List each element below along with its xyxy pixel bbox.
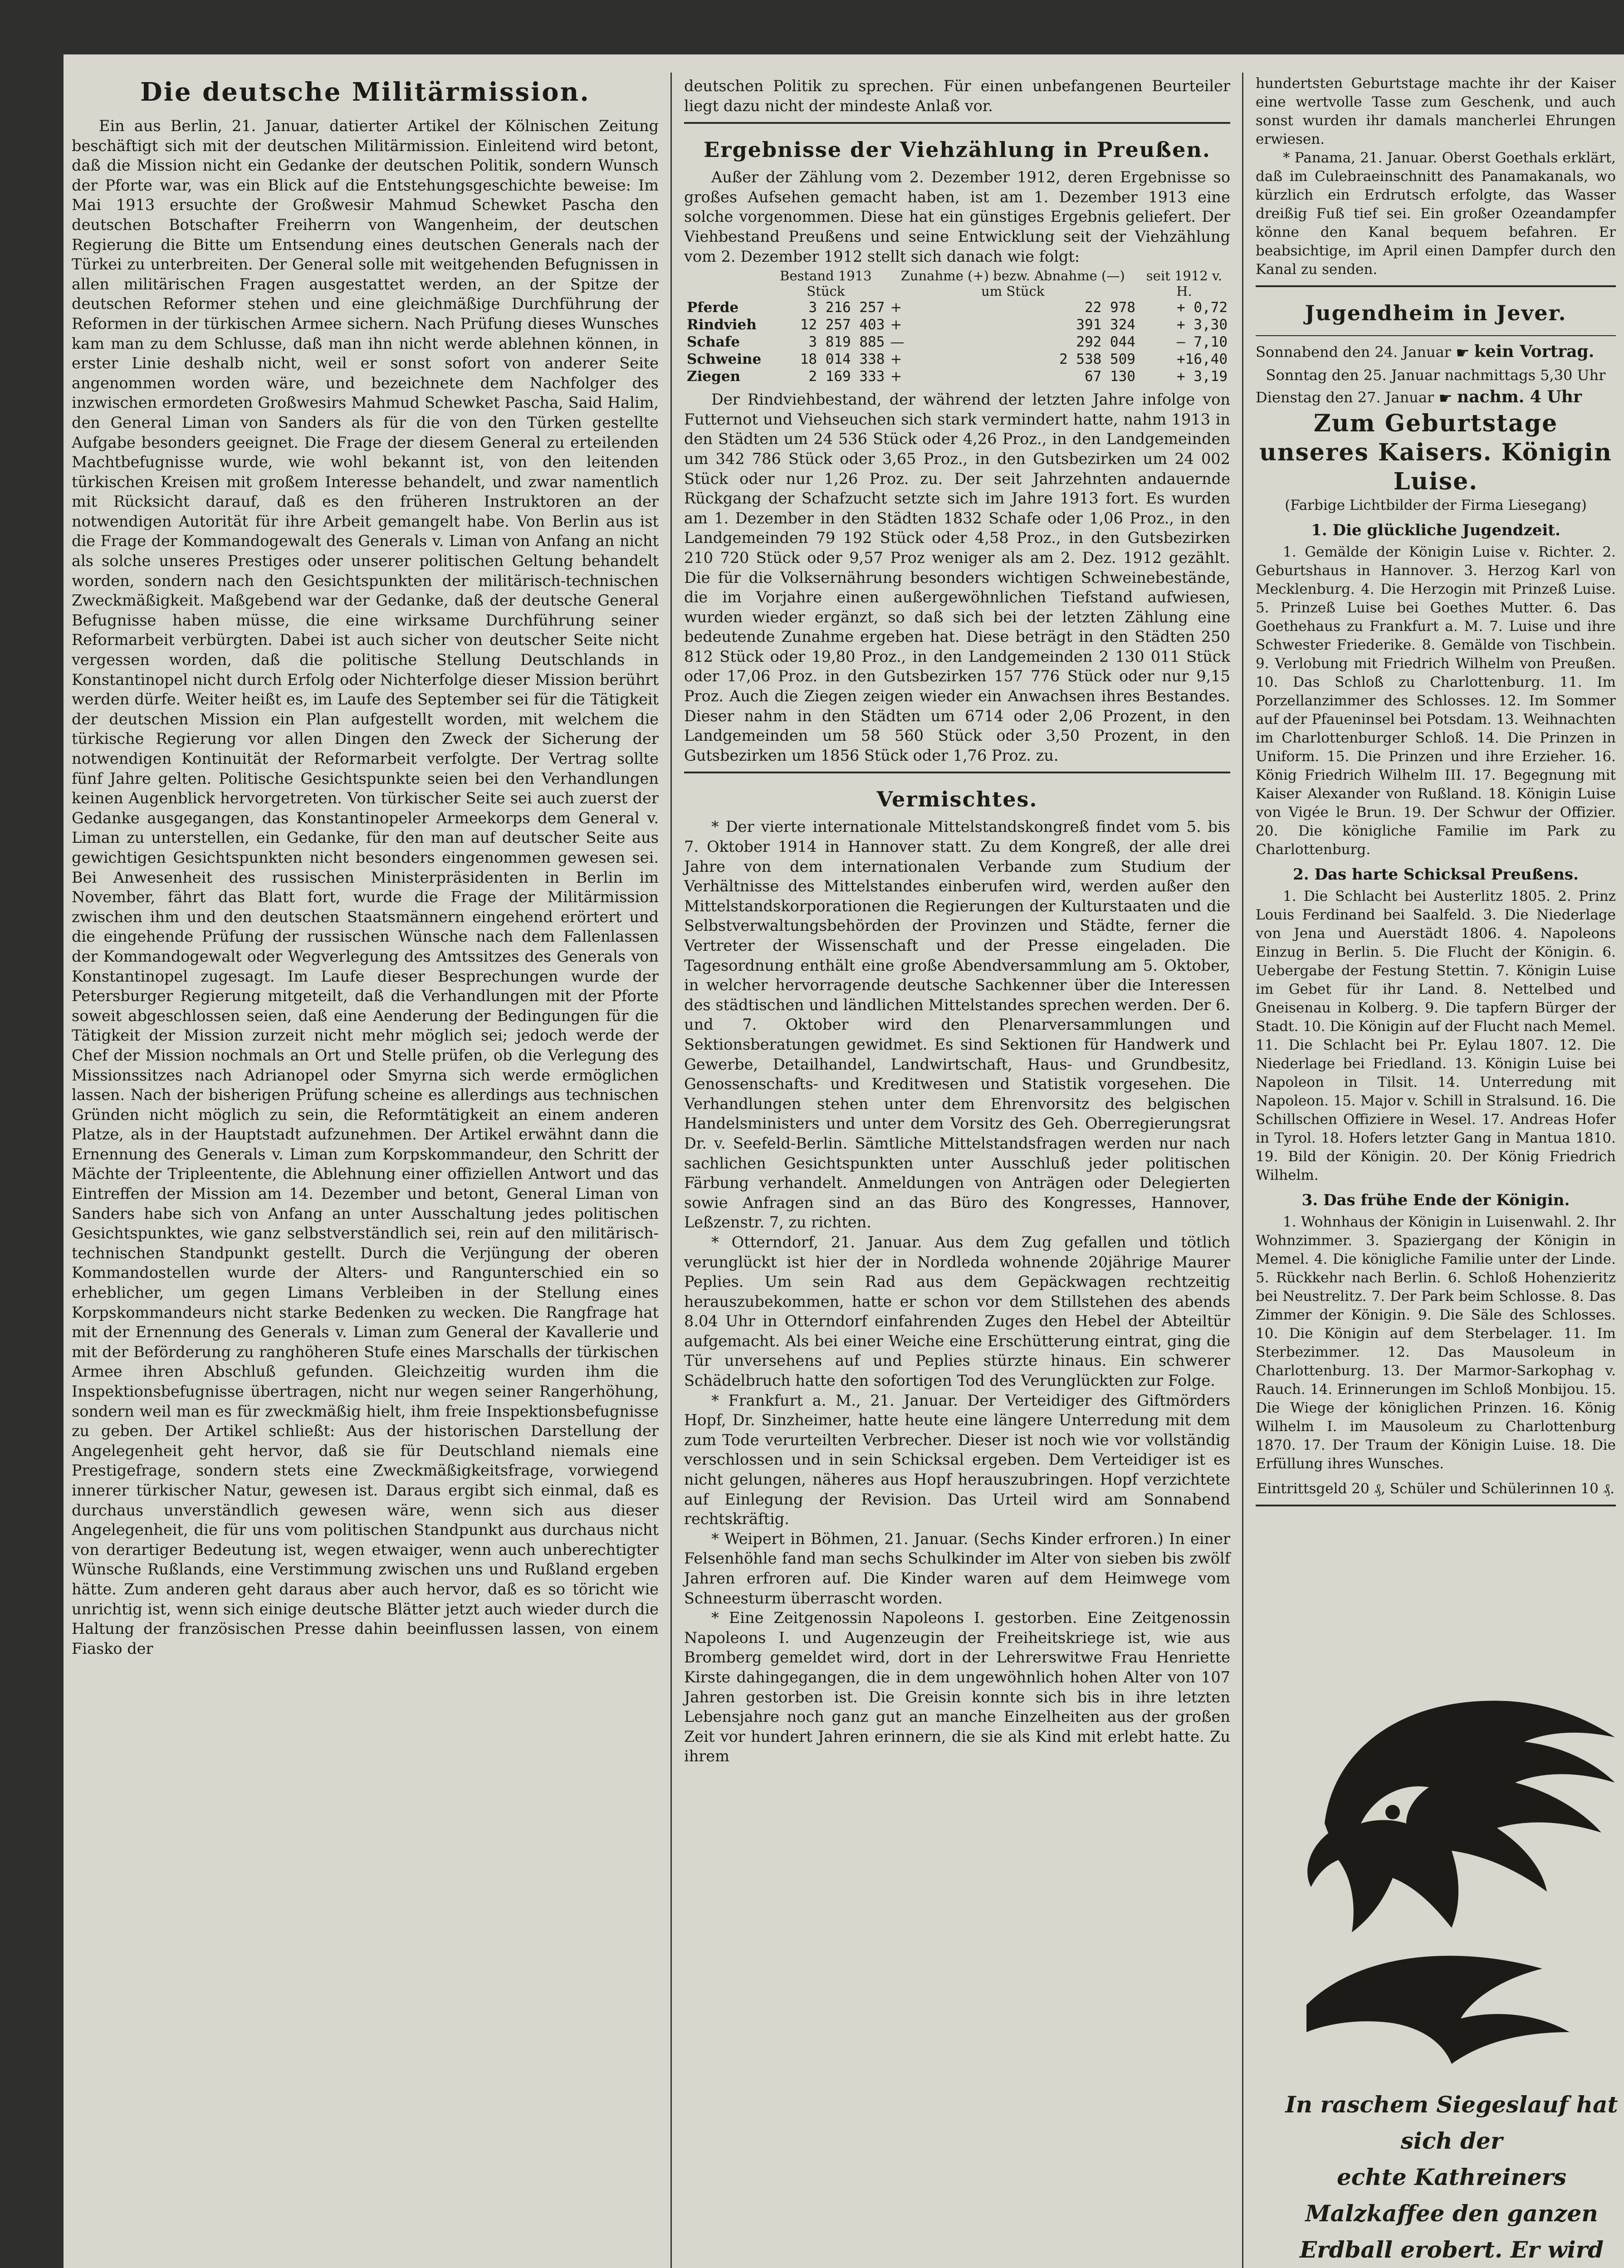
table-header: Zunahme (+) bezw. Abnahme (—) um Stück [900, 268, 1125, 299]
section-divider [1256, 285, 1616, 287]
ad-line: In raschem Siegeslauf hat sich der [1285, 2091, 1618, 2154]
schedule-row [1256, 386, 1616, 410]
stock-cell: 3 819 885 [808, 334, 885, 351]
change-cell: 67 130 [1084, 368, 1135, 385]
misc-item: * Weipert in Böhmen, 21. Januar. (Sechs Kinder erfroren.) In einer Felsenhöhle fand man sechs Schulkinder im Alter von sieben bis zwölf Jahren erfroren auf. Die Kinder waren auf dem Heimwege vom Schneesturm überrascht worden. [684, 1530, 1230, 1607]
pointing-hand-icon: ☛ [1456, 344, 1470, 362]
misc-item: * Der vierte internationale Mittelstandskongreß findet vom 5. bis 7. Oktober 1914 in Hannover statt. Zu dem Kongreß, der alle drei Jahre von dem internationalen Verbande zum Studium der Verhältnisse des Mittelstandes einberufen wird, werden außer den Mittelstandskorporationen die Regierungen der Kulturstaaten und die Selbstverwaltungsbehörden der Provinzen und Städte, ferner die Vertreter der Wissenschaft und der Presse eingeladen. Die Tagesordnung enthält eine große Abendversammlung am 5. Oktober, in welcher hervorragende deutsche Sachkenner über die Interessen des städtischen und ländlichen Mittelstandes sprechen werden. Der 6. und 7. Oktober wird den Plenarversammlungen und Sektionsberatungen gewidmet. Es sind Sektionen für Handwerk und Gewerbe, Detailhandel, Landwirtschaft, Haus- und Grundbesitz, Genossenschafts- und Kreditwesen und Statistik vorgesehen. Die Verhandlungen stehen unter dem Ehrenvorsitz des belgischen Handelsministers und unter dem Vorsitz des Geh. Oberregierungsrat Dr. v. Seefeld-Berlin. Sämtliche Mittelstandsfragen werden nur nach sachlichen Gesichtspunkten unter Ausschluß jeder politischen Färbung verhandelt. Anmeldungen von Anträgen oder Delegierten sowie Anfragen sind an das Büro des Kongresses, Hannover, Leßzenstr. 7, zu richten. [684, 818, 1230, 1232]
pct-cell: + 0,72 [1177, 299, 1228, 316]
pct-cell: + 3,19 [1177, 368, 1228, 385]
column-3 [1247, 54, 1624, 2268]
section-heading: 3. Das frühe Ende der Königin. [1301, 1191, 1570, 1209]
event-subtitle: (Farbige Lichtbilder der Firma Liesegang) [1285, 497, 1587, 513]
section-divider [1256, 1505, 1616, 1506]
stats-body: Der Rindviehbestand, der während der letzten Jahre infolge von Futternot und Viehseuchen sich stark vermindert hatte, nahm 1913 in den Städten um 24 536 Stück oder 4,26 Proz., in den Landgemeinden um 342 786 Stück oder 3,65 Proz., in den Gutsbezirken um 24 002 Stück oder nur 1,26 Proz. zu. Der seit Jahrzehnten andauernde Rückgang der Schafzucht setzte sich im Jahre 1913 fort. Es wurden am 1. Dezember in den Städten 1832 Schafe oder 1,06 Proz., in den Landgemeinden 79 192 Stück oder 4,58 Proz., in den Gutsbezirken 210 720 Stück oder 9,57 Proz weniger als am 2. Dez. 1912 gezählt. Die für die Volksernährung besonders wichtigen Schweinebestände, die im Vorjahre einen außergewöhnlichen Tiefstand aufwiesen, wurden wieder ergänzt, so daß sich bei der letzten Zählung eine bedeutende Zunahme ergeben hat. Diese beträgt in den Städten 250 812 Stück oder 19,80 Proz., in den Landgemeinden 2 130 011 Stück oder 17,06 Proz. in den Gutsbezirken 157 776 Stück oder nur 9,15 Proz. Auch die Ziegen zeigen wieder ein Anwachsen ihres Bestandes. Dieser nahm in den Städten um 6714 oder 2,06 Prozent, in den Landgemeinden um 58 560 Stück oder 3,50 Prozent, in den Gutsbezirken um 1856 Stück oder 1,76 Proz. zu. [684, 391, 1230, 764]
heim-title: Jugendheim in Jever. [1305, 301, 1567, 325]
pct-cell: + 3,30 [1177, 317, 1228, 333]
ad-line: Erdball erobert. Er wird [1300, 2236, 1604, 2263]
section-text: 1. Gemälde der Königin Luise v. Richter. 2. Geburtshaus in Hannover. 3. Herzog Karl von Mecklenburg. 4. Die Herzogin mit Prinzeß Luise. 5. Prinzeß Luise bei Goethes Mutter. 6. Das Goethehaus zu Frankfurt a. M. 7. Luise und ihre Schwester Friederike. 8. Gemälde von Tischbein. 9. Verlobung mit Friedrich Wilhelm von Preußen. 10. Das Schloß zu Charlottenburg. 11. Im Porzellanzimmer des Schlosses. 12. Im Sommer auf der Pfaueninsel bei Potsdam. 13. Weihnachten im Charlottenburger Schloß. 14. Die Prinzen in Uniform. 15. Die Prinzen und ihre Erzieher. 16. König Friedrich Wilhelm III. 17. Begegnung mit Kaiser Alexander von Rußland. 18. Königin Luise von Vigée le Brun. 19. Der Schwur der Offizier. 20. Die königliche Familie im Park zu Charlottenburg. [1256, 544, 1616, 858]
table-row [684, 333, 1230, 351]
table-header [684, 268, 764, 299]
section-heading: 2. Das harte Schicksal Preußens. [1293, 865, 1579, 884]
pointing-hand-icon: ☛ [1438, 389, 1453, 407]
change-cell: 292 044 [1076, 334, 1135, 351]
livestock-table [684, 268, 1230, 385]
table-header: seit 1912 v. H. [1146, 268, 1223, 299]
schedule-event: kein Vortrag. [1474, 342, 1595, 361]
schedule-event: nachm. 4 Uhr [1457, 387, 1582, 406]
stock-cell: 2 169 333 [808, 368, 885, 385]
stats-intro: Außer der Zählung vom 2. Dezember 1912, deren Ergebnisse so großes Aufsehen gemacht haben, ist am 1. Dezember 1913 eine solche vorgenommen. Diese hat ein günstiges Ergebnis geliefert. Der Viehbestand Preußens und seine Entwicklung seit der Viehzählung vom 2. Dezember 1912 stellt sich danach wie folgt: [684, 168, 1230, 265]
ad-line: echte Kathreiners Malzkaffee den ganzen [1305, 2164, 1598, 2227]
animal-cell: Pferde [687, 299, 739, 316]
table-header: Bestand 1913 Stück [780, 268, 872, 299]
eagle-head-illustration [1270, 1633, 1615, 2077]
schedule-day: Sonntag den 25. Januar nachmittags 5,30 Uhr [1266, 366, 1606, 384]
continuation-text: hundertsten Geburtstage machte ihr der Kaiser eine wertvolle Tasse zum Geschenk, und auch sonst wurden ihr damals mancherlei Ehrungen erwiesen. [1256, 75, 1616, 147]
section-divider [684, 122, 1230, 124]
table-row [684, 316, 1230, 333]
misc-title: Vermischtes. [876, 787, 1038, 812]
stock-cell: 3 216 257 [808, 299, 885, 316]
table-row [684, 299, 1230, 316]
misc-item: * Eine Zeitgenossin Napoleons I. gestorben. Eine Zeitgenossin Napoleons I. und Augenzeugin der Freiheitskriege ist, wie aus Bromberg gemeldet wird, dort in der Lehrerswitwe Frau Henriette Kirste dahingegangen, die in dem ungewöhnlich hohen Alter von 107 Jahren gestorben ist. Die Greisin konnte sich bis in ihre letzten Lebensjahre noch ganz gut an manche Einzelheiten aus der großen Zeit vor hundert Jahren erinnern, die sie als Kind mit erlebt hatte. Zu ihrem [684, 1609, 1230, 1765]
sign-cell: + [890, 351, 902, 368]
sign-cell: + [890, 317, 902, 333]
pct-cell: +16,40 [1177, 351, 1228, 368]
stats-title: Ergebnisse der Viehzählung in Preußen. [704, 137, 1211, 162]
misc-item: * Frankfurt a. M., 21. Januar. Der Verteidiger des Giftmörders Hopf, Dr. Sinzheimer, hatte heute eine längere Unterredung mit dem zum Tode verurteilten Verbrecher. Dieser ist noch wie vor vollständig verschlossen und in sein Schicksal ergeben. Dem Verteidiger ist es nicht gelungen, näheres aus Hopf herauszubringen. Hopf verzichtete auf Einlegung der Revision. Das Urteil wird am Sonnabend rechtskräftig. [684, 1391, 1230, 1528]
column-rule [670, 73, 672, 2268]
column-rule [1242, 73, 1243, 2268]
section-text: 1. Wohnhaus der Königin in Luisenwahl. 2. Ihr Wohnzimmer. 3. Spaziergang der Königin in Memel. 4. Die königliche Familie unter der Linde. 5. Rückkehr nach Berlin. 6. Schloß Hohenzieritz bei Neustrelitz. 7. Der Park beim Schlosse. 8. Das Zimmer der Königin. 9. Die Säle des Schlosses. 10. Die Königin auf dem Sterbelager. 11. Im Sterbezimmer. 12. Das Mausoleum in Charlottenburg. 13. Der Marmor-Sarkophag v. Rauch. 14. Erinnerungen im Schloß Monbijou. 15. Die Wiege der königlichen Prinzen. 16. König Wilhelm I. im Mausoleum zu Charlottenburg 1870. 17. Der Traum der Königin Luise. 18. Die Erfüllung ihres Wunsches. [1256, 1214, 1616, 1472]
sign-cell: — [890, 334, 905, 351]
change-cell: 391 324 [1076, 317, 1135, 333]
pct-cell: — 7,10 [1177, 334, 1228, 351]
divider [1256, 335, 1616, 336]
misc-item: * Otterndorf, 21. Januar. Aus dem Zug gefallen und tötlich verunglückt ist hier der in Nordleda wohnende 20jährige Maurer Peplies. Um sein Rad aus dem Gepäckwagen rechtzeitig herauszubekommen, hatte er schon vor dem Stillstehen des abends 8.04 Uhr in Otterndorf einfahrenden Zuges den Hebel der Abteiltür aufgemacht. Als bei einer Weiche eine Erschütterung eintrat, ging die Tür unversehens auf und Peplies stürzte hinaus. Ein schwerer Schädelbruch hatte den sofortigen Tod des Verunglückten zur Folge. [684, 1233, 1230, 1390]
ad-slogan [1279, 2087, 1624, 2268]
schedule-row [1256, 364, 1616, 386]
table-header-row [684, 268, 1230, 299]
animal-cell: Rindvieh [687, 317, 757, 333]
sign-cell: + [890, 368, 902, 385]
animal-cell: Schweine [687, 351, 762, 368]
section-divider [684, 772, 1230, 773]
stock-cell: 18 014 338 [800, 351, 885, 368]
sign-cell: + [890, 299, 902, 316]
table-row [684, 351, 1230, 368]
article-title: Die deutsche Militärmission. [140, 77, 590, 107]
news-item: * Panama, 21. Januar. Oberst Goethals erklärt, daß im Culebraeinschnitt des Panamakanals, wo kürzlich ein Erdrutsch erfolgte, das Wasser dreißig Fuß tief sei. Ein großer Ozeandampfer könne den Kanal bequem befahren. Er beabsichtige, im April einen Dampfer durch den Kanal zu senden. [1256, 150, 1616, 278]
column-2 [676, 54, 1238, 2268]
schedule-row [1256, 341, 1616, 364]
continuation-text: deutschen Politik zu sprechen. Für einen unbefangenen Beurteiler liegt dazu nicht der mindeste Anlaß vor. [684, 77, 1230, 115]
column-1 [64, 54, 667, 2268]
event-title: Zum Geburtstage unseres Kaisers. Königin Luise. [1259, 410, 1612, 495]
section-heading: 1. Die glückliche Jugendzeit. [1311, 521, 1560, 539]
article-body: Ein aus Berlin, 21. Januar, datierter Artikel der Kölnischen Zeitung beschäftigt sich mit der deutschen Militärmission. Einleitend wird betont, daß die Mission nicht ein Gedanke der deutschen Politik, sondern Wunsch der Pforte war, was ein Blick auf die Entstehungsgeschichte beweise: Im Mai 1913 ersuchte der Großwesir Mahmud Schewket Pascha den deutschen Botschafter Freiherrn von Wangenheim, der deutschen Regierung die Bitte um Entsendung eines deutschen Generals nach der Türkei zu unterbreiten. Der General solle mit weitgehenden Befugnissen in allen militärischen Fragen ausgestattet werden, an der Spitze der deutschen Reformer stehen und eine gleichmäßige Durchführung der Reformen in der türkischen Armee sichern. Nach Prüfung dieses Wunsches kam man zu dem Schlusse, daß man ihn nicht werde ablehnen können, in erster Linie deshalb nicht, weil er sonst sofort von anderer Seite angenommen worden wäre, und bezeichnete dem Nachfolger des inzwischen ermordeten Großwesirs Mahmud Schewket Pascha, Said Halim, den General Liman von Sanders als für die von den Türken gestellte Aufgabe besonders geeignet. Die Frage der diesem General zu erteilenden Machtbefugnisse wurde, wie wohl bekannt ist, von den leitenden türkischen Kreisen mit großem Interesse behandelt, und zwar namentlich mit Rücksicht darauf, daß es den früheren Instruktoren an der notwendigen Autorität für ihre Arbeit gemangelt habe. Von Berlin aus ist die Frage der Kommandogewalt des Generals v. Liman von Anfang an nicht als solche unseres Prestiges oder unserer politischen Geltung behandelt worden, sondern nach den Gesichtspunkten der militärisch-technischen Zweckmäßigkeit. Maßgebend war der Gedanke, daß der deutsche General Befugnisse haben müsse, die eine wirksame Durchführung seiner Reformarbeit verbürgten. Dabei ist auch sicher von deutscher Seite nicht vergessen worden, daß die politische Stellung Deutschlands in Konstantinopel nicht durch Erfolg oder Nichterfolge dieser Mission berührt werden dürfe. Weiter heißt es, im Laufe des September sei für die Tätigkeit der deutschen Mission ein Plan aufgestellt worden, mit welchem die türkische Regierung vor allen Dingen den Zweck der Sicherung der notwendigen Kontinuität der Reformarbeit verfolgte. Der Vertrag sollte fünf Jahre gelten. Politische Gesichtspunkte seien bei den Verhandlungen keinen Augenblick hervorgetreten. Von türkischer Seite sei auch zuerst der Gedanke ausgegangen, das Konstantinopeler Armeekorps dem General v. Liman zu unterstellen, ein Gedanke, für den man auf deutscher Seite aus gewichtigen Gesichtspunkten nicht besonders eingenommen gewesen sei. Bei Anwesenheit des russischen Ministerpräsidenten in Berlin im November, fährt das Blatt fort, wurde die Frage der Militärmission zwischen ihm und den deutschen Staatsmännern eingehend erörtert und die eingehende Prüfung der russischen Wünsche nach dem Fallenlassen der Kommandogewalt oder Wegverlegung des Amtssitzes des Generals von Konstantinopel zugesagt. Im Laufe dieser Besprechungen wurde der Petersburger Regierung mitgeteilt, daß die Verhandlungen mit der Pforte soweit abgeschlossen seien, daß eine Aenderung der Bedingungen für die Tätigkeit der Mission zurzeit nicht mehr möglich sei; jedoch werde der Chef der Mission nochmals an Ort und Stelle prüfen, ob die Verlegung des Missionssitzes nach Adrianopel oder Smyrna sich werde ermöglichen lassen. Nach der bisherigen Prüfung scheine es allerdings aus technischen Gründen nicht möglich zu sein, die Reformtätigkeit an einem anderen Platze, als in der Hauptstadt aufzunehmen. Der Artikel erwähnt dann die Ernennung des Generals v. Liman zum Korpskommandeur, den Schritt der Mächte der Tripleentente, die Ablehnung einer offiziellen Antwort und das Eintreffen der Mission am 14. Dezember und betont, General Liman von Sanders habe sich von Anfang an unter Ausschaltung jedes politischen Gesichtspunktes, wie ganz selbstverständlich sei, rein auf den militärisch-technischen Standpunkt gestellt. Durch die Verjüngung der oberen Kommandostellen wurde der Alters- und Rangunterschied ein so erheblicher, um gegen Limans Verbleiben in der Stellung eines Korpskommandeurs nicht starke Bedenken zu wecken. Die Rangfrage hat mit der Ernennung des Generals v. Liman zum General der Kavallerie und mit der Beförderung zu ranghöheren Stufe eines Marschalls der türkischen Armee ihren Abschluß gefunden. Gleichzeitig wurden ihm die Inspektionsbefugnisse übertragen, nicht nur wegen seiner Rangerhöhung, sondern weil man es für zweckmäßig hielt, ihm freie Inspektionsbefugnisse zu geben. Der Artikel schließt: Aus der historischen Darstellung der Angelegenheit geht hervor, daß sie für Deutschland niemals eine Prestigefrage, sondern stets eine Zweckmäßigkeitsfrage, vorwiegend innerer türkischer Natur, gewesen ist. Daraus ergibt sich einmal, daß es durchaus unverständlich gewesen wäre, wenn sich aus dieser Angelegenheit, die für uns vom politischen Standpunkt aus durchaus nicht von derartiger Bedeutung ist, wegen etwaiger, wenn auch unberechtigter Wünsche Rußlands, eine Verstimmung zwischen uns und Rußland ergeben hätte. Zum anderen geht daraus aber auch hervor, daß es so töricht wie unrichtig ist, wenn sich einige deutsche Blätter jetzt auch wieder durch die Haltung der französischen Presse dahin beeinflussen lassen, von einem Fiasko der [72, 117, 659, 1657]
kathreiner-advertisement [1252, 1633, 1624, 2268]
stock-cell: 12 257 403 [800, 317, 885, 333]
schedule-day: Dienstag den 27. Januar [1256, 388, 1434, 406]
admission-text: Eintrittsgeld 20 ₰, Schüler und Schülerinnen 10 ₰. [1257, 1481, 1615, 1497]
section-text: 1. Die Schlacht bei Austerlitz 1805. 2. Prinz Louis Ferdinand bei Saalfeld. 3. Die Niederlage von Jena und Auerstädt 1806. 4. Napoleons Einzug in Berlin. 5. Die Flucht der Königin. 6. Uebergabe der Festung Stettin. 7. Königin Luise im Gebet für ihr Land. 8. Nettelbed und Gneisenau in Kolberg. 9. Die tapfern Bürger der Stadt. 10. Die Königin auf der Flucht nach Memel. 11. Die Schlacht bei Pr. Eylau 1807. 12. Die Niederlage bei Friedland. 13. Königin Luise bei Napoleon in Tilsit. 14. Unterredung mit Napoleon. 15. Major v. Schill in Stralsund. 16. Die Schillschen Offiziere in Wesel. 17. Andreas Hofer in Tyrol. 18. Hofers letzter Gang in Mantua 1810. 19. Bild der Königin. 20. Der König Friedrich Wilhelm. [1256, 888, 1616, 1183]
animal-cell: Schafe [687, 334, 740, 351]
animal-cell: Ziegen [687, 368, 741, 385]
table-row [684, 368, 1230, 385]
change-cell: 2 538 509 [1059, 351, 1135, 368]
schedule-day: Sonnabend den 24. Januar [1256, 343, 1451, 361]
newspaper-page [64, 54, 1624, 2268]
change-cell: 22 978 [1084, 299, 1135, 316]
